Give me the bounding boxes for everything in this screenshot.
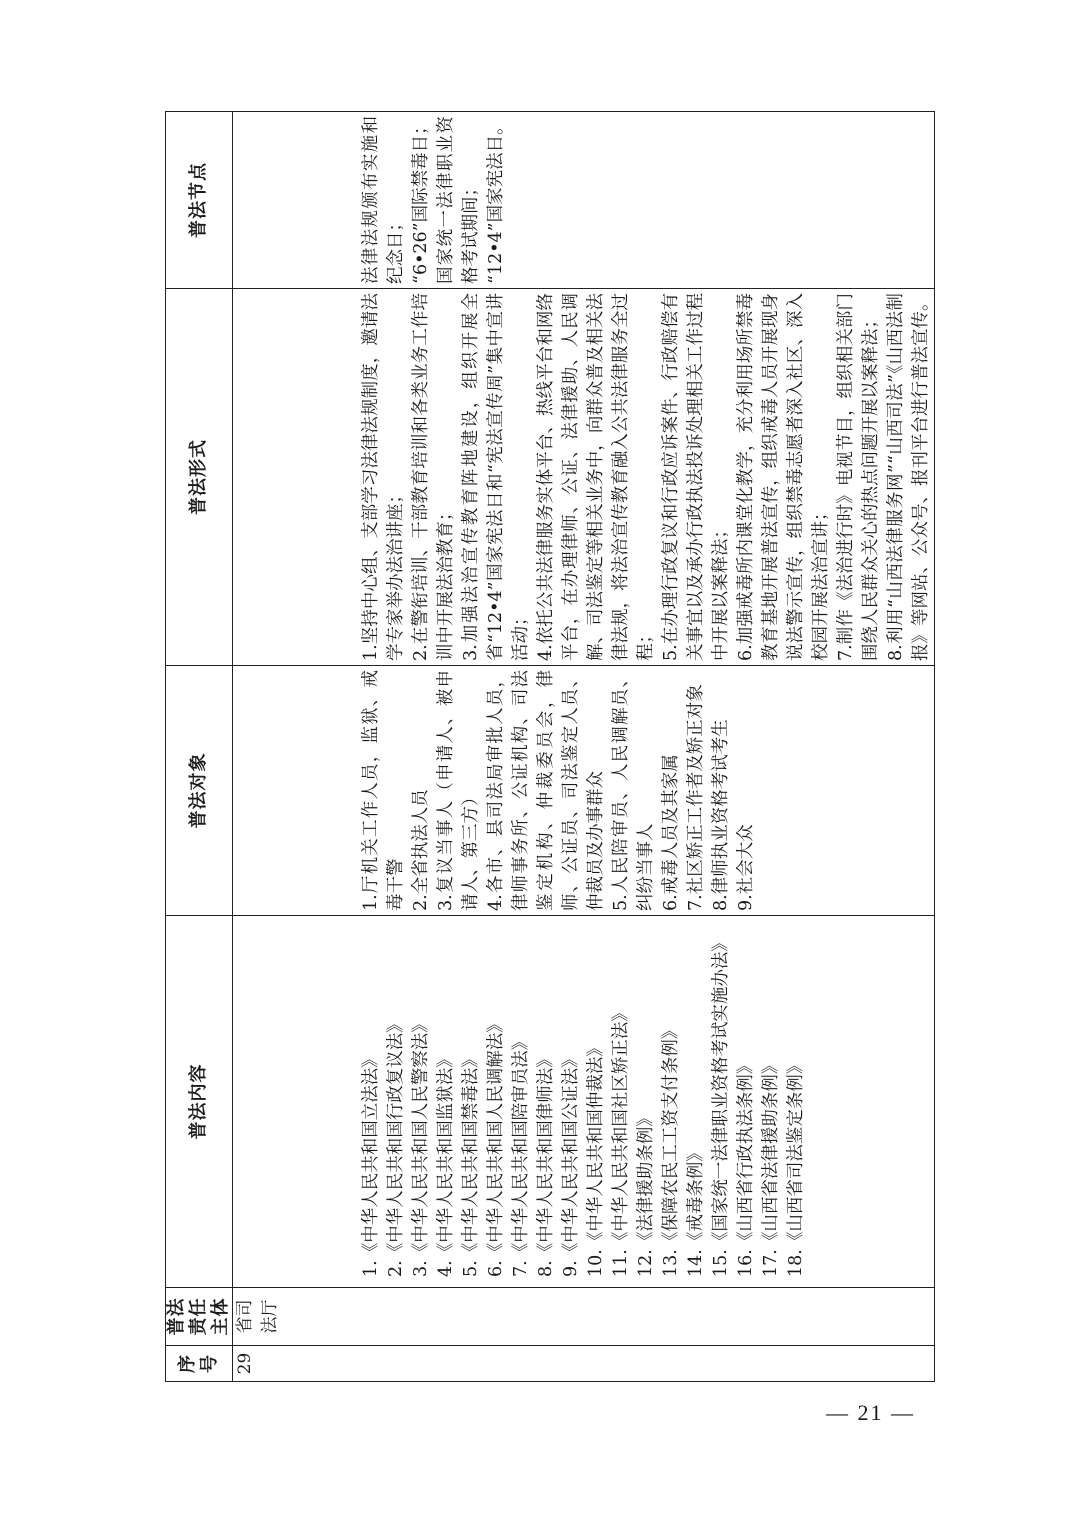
object-item: 7.社区矫正工作者及矫正对象 bbox=[686, 684, 706, 911]
content-item: 18.《山西省司法鉴定条例》 bbox=[786, 1056, 806, 1277]
header-forms: 普法形式 bbox=[166, 289, 233, 666]
content-item: 10.《中华人民共和国仲裁法》 bbox=[586, 1039, 606, 1277]
table-row bbox=[233, 112, 935, 1382]
object-item: 2.全省执法人员 bbox=[411, 789, 431, 911]
content-item: 12.《法律援助条例》 bbox=[636, 1109, 656, 1277]
content-item: 2.《中华人民共和国行政复议法》 bbox=[386, 1015, 406, 1277]
date-item: “12•4”国家宪法日。 bbox=[486, 117, 506, 284]
row-dates-cell bbox=[233, 112, 935, 289]
content-item: 1.《中华人民共和国立法法》 bbox=[361, 1050, 381, 1277]
page-number-value: 21 bbox=[857, 1400, 884, 1425]
row-index-cell: 29 bbox=[233, 1346, 935, 1382]
page-number bbox=[826, 1400, 915, 1426]
content-item: 8.《中华人民共和国律师法》 bbox=[536, 1050, 556, 1277]
object-item: 3.复议当事人（申请人、被申请人、第三方） bbox=[436, 670, 481, 911]
object-item: 4.各市、县司法局审批人员，律师事务所、公证机构、司法鉴定机构、仲裁委员会，律师、公证员、司法鉴定人员、仲裁员及办事群众 bbox=[486, 670, 606, 911]
date-item: 法律法规颁布实施和纪念日； bbox=[361, 116, 406, 284]
row-subject-cell: 省司法厅 bbox=[233, 1288, 935, 1346]
form-item: 3.加强法治宣传教育阵地建设，组织开展全省“12•4”国家宪法日和“宪法宣传周”集中宣讲活动； bbox=[461, 293, 531, 661]
content-item: 17.《山西省法律援助条例》 bbox=[761, 1056, 781, 1277]
header-dates: 普法节点 bbox=[166, 112, 233, 289]
content-item: 5.《中华人民共和国禁毒法》 bbox=[461, 1050, 481, 1277]
page-number-dash-right: — bbox=[891, 1400, 915, 1425]
form-item: 8.利用“山西法律服务网”“山西司法”《山西法制报》等网站、公众号、报刊平台进行普法宣传。 bbox=[886, 293, 931, 661]
content-item: 14.《戒毒条例》 bbox=[686, 1144, 706, 1277]
header-objects: 普法对象 bbox=[166, 666, 233, 916]
page-number-dash-left: — bbox=[826, 1400, 850, 1425]
content-item: 4.《中华人民共和国监狱法》 bbox=[436, 1050, 456, 1277]
header-index: 序号 bbox=[166, 1346, 233, 1382]
content-item: 15.《国家统一法律职业资格考试实施办法》 bbox=[711, 934, 731, 1277]
content-item: 16.《山西省行政执法条例》 bbox=[736, 1056, 756, 1277]
form-item: 5.在办理行政复议和行政应诉案件、行政赔偿有关事宜以及承办行政执法投诉处理相关工作过程中开展以案释法； bbox=[661, 293, 731, 661]
header-content: 普法内容 bbox=[166, 916, 233, 1288]
header-subject: 普法责任主体 bbox=[166, 1288, 233, 1346]
object-item: 5.人民陪审员、人民调解员、纠纷当事人 bbox=[611, 670, 656, 911]
row-content-cell bbox=[233, 916, 935, 1288]
form-item: 2.在警衔培训、干部教育培训和各类业务工作培训中开展法治教育； bbox=[411, 293, 456, 661]
object-item: 8.律师执业资格考试考生 bbox=[711, 719, 731, 911]
object-item: 9.社会大众 bbox=[736, 824, 756, 911]
date-item: 国家统一法律职业资格考试期间； bbox=[436, 116, 481, 284]
row-objects-cell bbox=[233, 666, 935, 916]
object-item: 1.厅机关工作人员，监狱、戒毒干警 bbox=[361, 670, 406, 911]
law-popularization-table bbox=[165, 111, 935, 1382]
object-item: 6.戒毒人员及其家属 bbox=[661, 754, 681, 911]
content-item: 3.《中华人民共和国人民警察法》 bbox=[411, 1015, 431, 1277]
content-item: 9.《中华人民共和国公证法》 bbox=[561, 1050, 581, 1277]
table-header-row bbox=[166, 112, 233, 1382]
form-item: 7.制作《法治进行时》电视节目，组织相关部门围绕人民群众关心的热点问题开展以案释法； bbox=[836, 293, 881, 661]
content-item: 11.《中华人民共和国社区矫正法》 bbox=[611, 1004, 631, 1277]
rotated-table-wrapper bbox=[165, 112, 931, 1382]
form-item: 4.依托公共法律服务实体平台、热线平台和网络平台，在办理律师、公证、法律援助、人民调解、司法鉴定等相关业务中，向群众普及相关法律法规，将法治宣传教育融入公共法律服务全过程； bbox=[536, 293, 656, 661]
content-item: 7.《中华人民共和国陪审员法》 bbox=[511, 1032, 531, 1277]
form-item: 1.坚持中心组、支部学习法律法规制度，邀请法学专家举办法治讲座； bbox=[361, 293, 406, 661]
content-item: 13.《保障农民工工资支付条例》 bbox=[661, 1021, 681, 1277]
content-item: 6.《中华人民共和国人民调解法》 bbox=[486, 1015, 506, 1277]
row-forms-cell bbox=[233, 289, 935, 666]
date-item: “6•26”国际禁毒日； bbox=[411, 117, 431, 284]
form-item: 6.加强戒毒所内课堂化教学，充分利用场所禁毒教育基地开展普法宣传，组织戒毒人员开展现身说法警示宣传，组织禁毒志愿者深入社区、深入校园开展法治宣讲； bbox=[736, 293, 831, 661]
